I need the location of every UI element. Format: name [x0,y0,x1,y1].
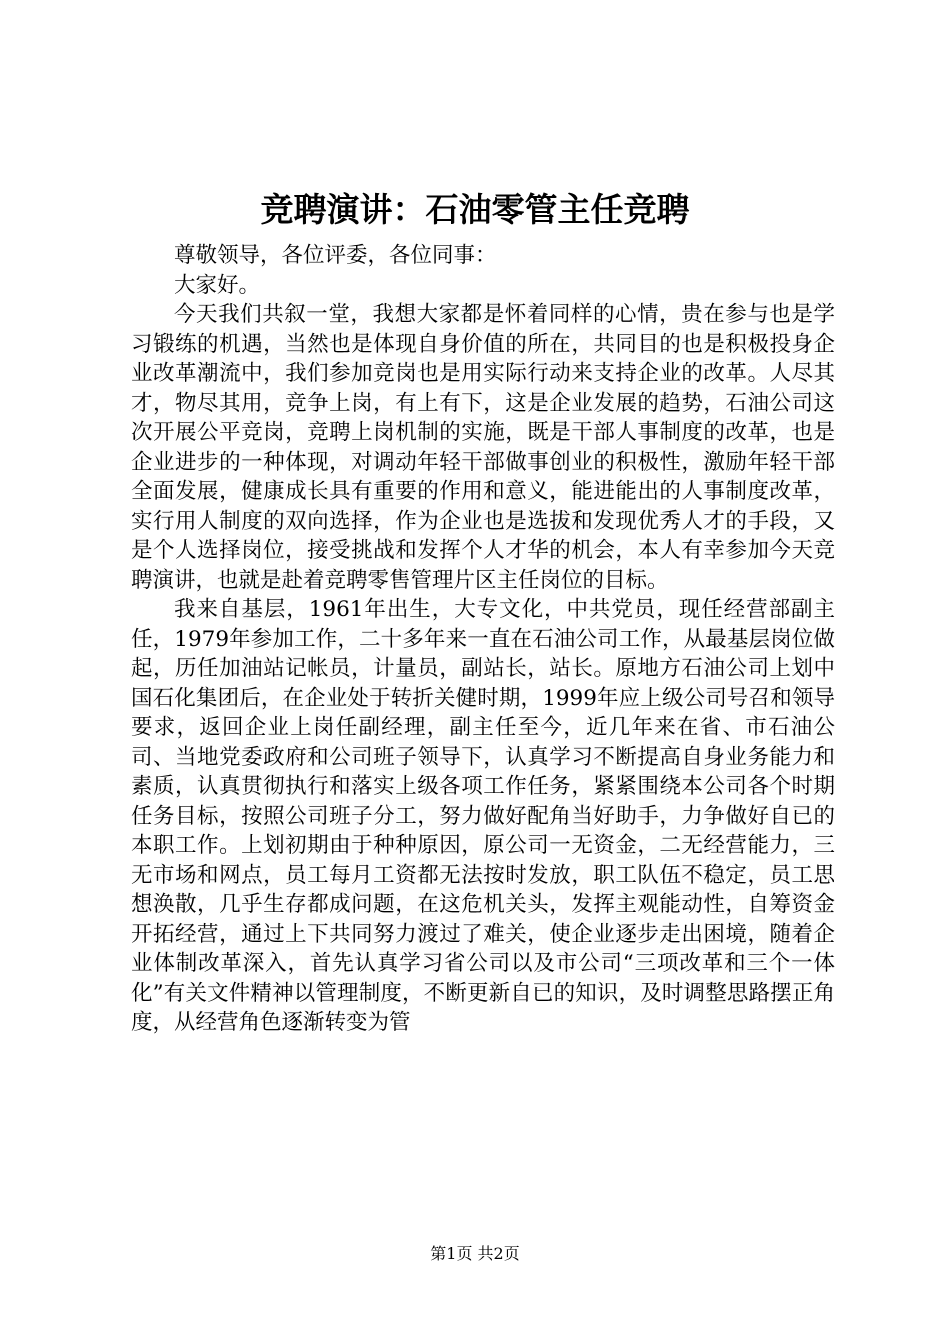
paragraph: 今天我们共叙一堂，我想大家都是怀着同样的心情，贵在参与也是学习锻练的机遇，当然也是体现自身价值的所在，共同目的也是积极投身企业改革潮流中，我们参加竞岗也是用实际行动来支持企业的改革。人尽其才，物尽其用，竞争上岗，有上有下，这是企业发展的趋势，石油公司这次开展公平竞岗，竞聘上岗机制的实施，既是干部人事制度的改革，也是企业进步的一种体现，对调动年轻干部做事创业的积极性，激励年轻干部全面发展，健康成长具有重要的作用和意义，能进能出的人事制度改革，实行用人制度的双向选择，作为企业也是选拔和发现优秀人才的手段，又是个人选择岗位，接受挑战和发挥个人才华的机会，本人有幸参加今天竞聘演讲，也就是赴着竞聘零售管理片区主任岗位的目标。 [131,302,835,593]
paragraph: 我来自基层，1961年出生，大专文化，中共党员，现任经营部副主任，1979年参加工作，二十多年来一直在石油公司工作，从最基层岗位做起，历任加油站记帐员，计量员，副站长，站长。原地方石油公司上划中国石化集团后，在企业处于转折关健时期，1999年应上级公司号召和领导要求，返回企业上岗任副经理，副主任至今，近几年来在省、市石油公司、当地党委政府和公司班子领导下，认真学习不断提高自身业务能力和素质，认真贯彻执行和落实上级各项工作任务，紧紧围绕本公司各个时期任务目标，按照公司班子分工，努力做好配角当好助手，力争做好自已的本职工作。上划初期由于种种原因，原公司一无资金，二无经营能力，三无市场和网点，员工每月工资都无法按时发放，职工队伍不稳定，员工思想涣散，几乎生存都成问题，在这危机关头，发挥主观能动性，自筹资金开拓经营，通过上下共同努力渡过了难关，使企业逐步走出困境，随着企业体制改革深入，首先认真学习省公司以及市公司“三项改革和三个一体化”有关文件精神以管理制度，不断更新自已的知识，及时调整思路摆正角度，从经营角色逐渐转变为管 [131,597,835,1035]
greeting: 大家好。 [174,272,261,298]
document-title: 竞聘演讲：石油零管主任竞聘 [260,190,690,229]
page-number: 第1页 共2页 [430,1244,520,1263]
document-body [131,241,835,1038]
salutation: 尊敬领导，各位评委，各位同事： [174,243,497,268]
